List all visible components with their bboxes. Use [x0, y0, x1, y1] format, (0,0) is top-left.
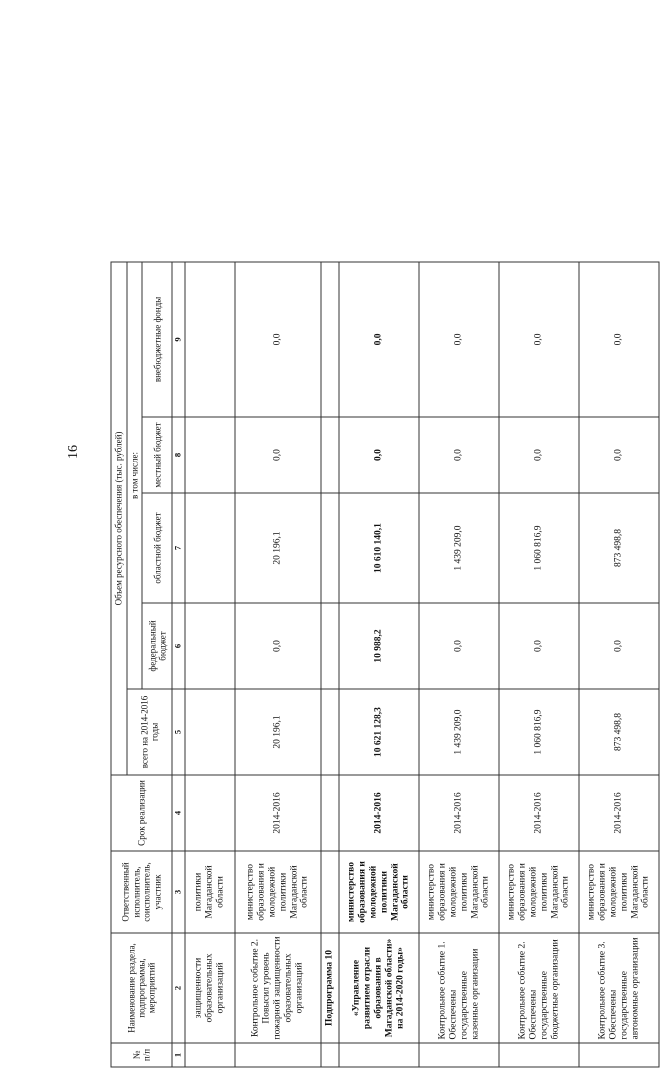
cell-period: 2014-2016 [235, 775, 321, 851]
cell-local [321, 417, 339, 493]
cell-federal: 10 988,2 [339, 603, 419, 689]
rotated-table-wrapper [111, 263, 651, 1068]
column-number: 2 [172, 933, 185, 1043]
cell-no [235, 1043, 321, 1067]
cell-federal [185, 603, 235, 689]
table-row-subprogram-total [339, 262, 419, 1067]
header-no: № п/п [111, 1043, 172, 1067]
table-row [419, 262, 499, 1067]
cell-extrabudget: 0,0 [339, 262, 419, 417]
column-number: 3 [172, 851, 185, 933]
cell-name: Контрольное событие 2. Повысил уровень пожарной защищенности образовательных организаций [235, 933, 321, 1043]
header-extrabudget: внебюджетные фонды [142, 262, 172, 417]
cell-responsible: министерство образования и молодежной политики Магаданской области [339, 851, 419, 933]
cell-total: 1 060 816,9 [499, 689, 579, 775]
header-period: Срок реализации [111, 775, 172, 851]
column-number: 8 [172, 417, 185, 493]
header-name: Наименование раздела, подпрограммы, мероприятий [111, 933, 172, 1043]
table-row-subprogram [321, 262, 339, 1067]
cell-no [339, 1043, 419, 1067]
header-federal: федеральный бюджет [142, 603, 172, 689]
cell-responsible: министерство образования и молодежной политики Магаданской области [419, 851, 499, 933]
cell-no [321, 1043, 339, 1067]
cell-regional: 1 060 816,9 [499, 493, 579, 603]
cell-name: Контрольное событие 2. Обеспечены государственные бюджетные организации [499, 933, 579, 1043]
cell-regional: 873 498,8 [579, 493, 659, 603]
header-resources: Объем ресурсного обеспечения (тыс. рублей) [111, 262, 127, 775]
cell-no [499, 1043, 579, 1067]
cell-regional [321, 493, 339, 603]
cell-responsible: министерство образования и молодежной политики Магаданской области [579, 851, 659, 933]
cell-period: 2014-2016 [499, 775, 579, 851]
cell-extrabudget [321, 262, 339, 417]
table-row [185, 262, 235, 1067]
cell-period: 2014-2016 [419, 775, 499, 851]
resource-table [111, 261, 660, 1067]
table-row [235, 262, 321, 1067]
column-number: 9 [172, 262, 185, 417]
cell-total: 1 439 209,0 [419, 689, 499, 775]
cell-total [185, 689, 235, 775]
column-number: 5 [172, 689, 185, 775]
header-including: в том числе: [127, 262, 142, 689]
cell-local: 0,0 [499, 417, 579, 493]
cell-federal: 0,0 [235, 603, 321, 689]
cell-local: 0,0 [579, 417, 659, 493]
page-number: 16 [66, 445, 81, 459]
table-row [579, 262, 659, 1067]
cell-name: Контрольное событие 3. Обеспечены государственные автономные организации [579, 933, 659, 1043]
cell-extrabudget: 0,0 [235, 262, 321, 417]
cell-no [579, 1043, 659, 1067]
cell-total: 20 196,1 [235, 689, 321, 775]
cell-extrabudget [185, 262, 235, 417]
cell-regional: 1 439 209,0 [419, 493, 499, 603]
header-responsible: Ответственный исполнитель, соисполнитель, участник [111, 851, 172, 933]
column-number: 4 [172, 775, 185, 851]
cell-regional [185, 493, 235, 603]
cell-extrabudget: 0,0 [419, 262, 499, 417]
header-regional: областной бюджет [142, 493, 172, 603]
cell-local: 0,0 [419, 417, 499, 493]
header-local: местный бюджет [142, 417, 172, 493]
cell-extrabudget: 0,0 [579, 262, 659, 417]
cell-total: 10 621 128,3 [339, 689, 419, 775]
cell-local: 0,0 [339, 417, 419, 493]
header-total: всего на 2014-2016 годы [127, 689, 172, 775]
column-number: 6 [172, 603, 185, 689]
table-row [499, 262, 579, 1067]
cell-regional: 10 610 140,1 [339, 493, 419, 603]
cell-period [185, 775, 235, 851]
cell-extrabudget: 0,0 [499, 262, 579, 417]
cell-responsible: политики Магаданской области [185, 851, 235, 933]
cell-local [185, 417, 235, 493]
cell-no [419, 1043, 499, 1067]
cell-federal: 0,0 [419, 603, 499, 689]
cell-federal [321, 603, 339, 689]
cell-federal: 0,0 [579, 603, 659, 689]
cell-name: «Управление развитием отрасли образования в Магаданской области» на 2014-2020 годы» [339, 933, 419, 1043]
cell-period: 2014-2016 [579, 775, 659, 851]
column-number: 1 [172, 1043, 185, 1067]
cell-period [321, 775, 339, 851]
cell-federal: 0,0 [499, 603, 579, 689]
column-number: 7 [172, 493, 185, 603]
cell-total [321, 689, 339, 775]
cell-no [185, 1043, 235, 1067]
cell-period: 2014-2016 [339, 775, 419, 851]
cell-responsible: министерство образования и молодежной политики Магаданской области [235, 851, 321, 933]
subprogram-title: Подпрограмма 10 [321, 933, 339, 1043]
cell-responsible: министерство образования и молодежной политики Магаданской области [499, 851, 579, 933]
cell-regional: 20 196,1 [235, 493, 321, 603]
cell-name: защищенности образовательных организаций [185, 933, 235, 1043]
cell-name: Контрольное событие 1. Обеспечены государственные казенные организации [419, 933, 499, 1043]
cell-responsible [321, 851, 339, 933]
cell-local: 0,0 [235, 417, 321, 493]
cell-total: 873 498,8 [579, 689, 659, 775]
